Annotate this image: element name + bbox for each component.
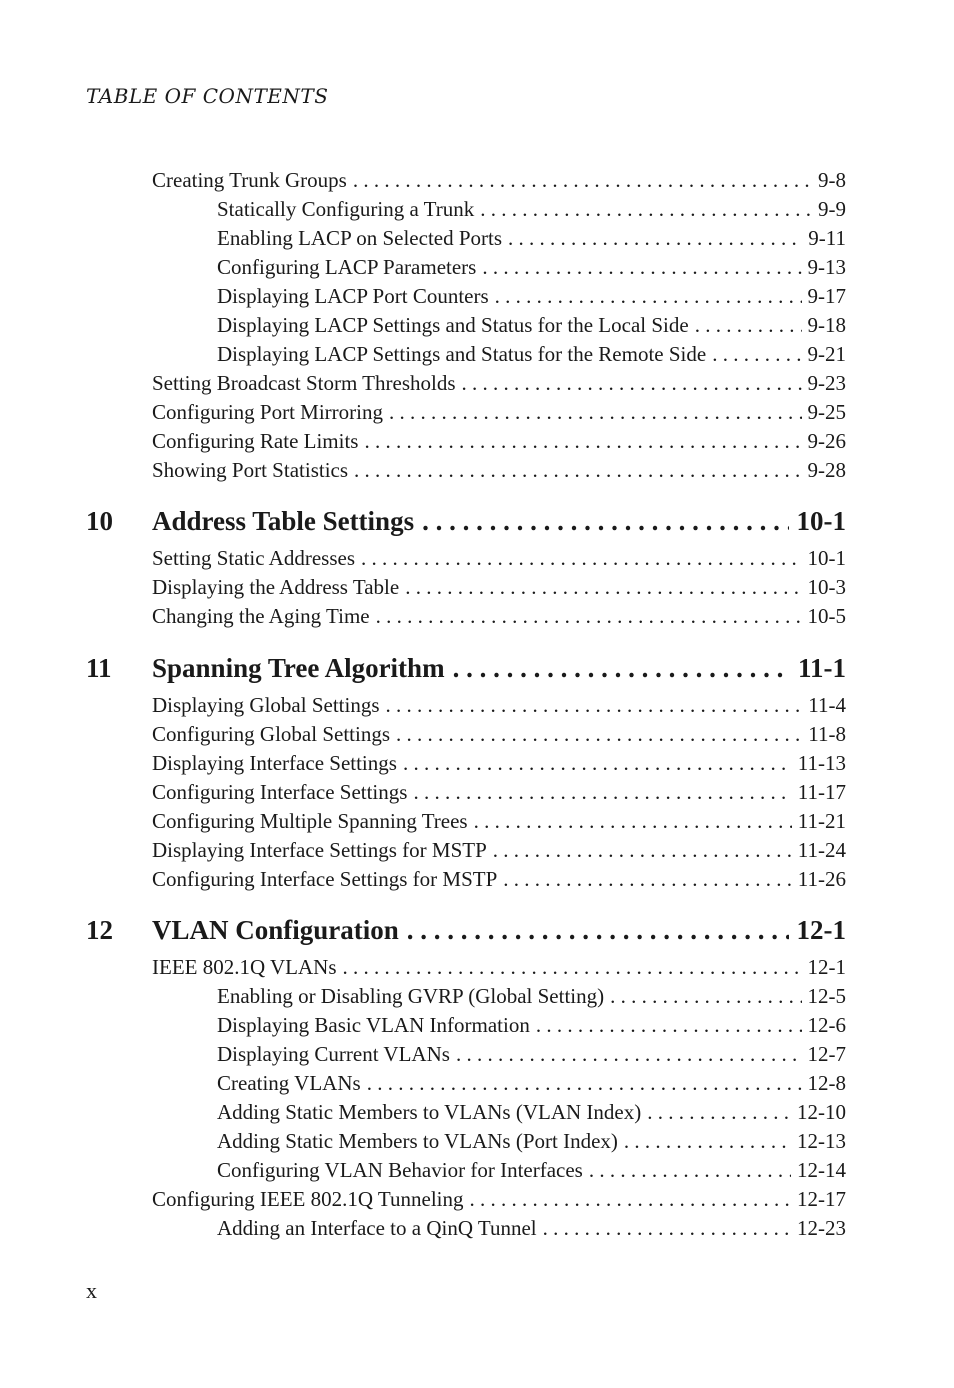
- toc-entry-title: Displaying LACP Port Counters: [217, 284, 489, 308]
- toc-entry[interactable]: [217, 1071, 846, 1096]
- dot-leader: [543, 1216, 791, 1241]
- toc-entry[interactable]: [152, 429, 846, 454]
- toc-entry[interactable]: [217, 313, 846, 338]
- dot-leader: [396, 722, 802, 747]
- chapter-title: VLAN Configuration: [152, 915, 399, 945]
- toc-entry[interactable]: [217, 1129, 846, 1154]
- chapter-title: Address Table Settings: [152, 506, 415, 536]
- toc-entry-title: Enabling LACP on Selected Ports: [217, 226, 503, 250]
- toc-entry-page: 12-1: [807, 955, 846, 979]
- toc-entry-title: Enabling or Disabling GVRP (Global Setting): [217, 984, 605, 1008]
- toc-entry-page: 11-4: [808, 693, 846, 717]
- toc-entry[interactable]: [152, 693, 846, 718]
- toc-entry-page: 12-13: [797, 1129, 846, 1153]
- dot-leader: [413, 780, 791, 805]
- toc-entry[interactable]: [217, 1216, 846, 1241]
- dot-leader: [624, 1129, 791, 1154]
- toc-entry[interactable]: [152, 1187, 846, 1212]
- dot-leader: [405, 575, 801, 600]
- toc-entry[interactable]: [152, 604, 846, 629]
- toc-entry[interactable]: [217, 984, 846, 1009]
- toc-entry-page: 11-21: [797, 809, 846, 833]
- toc-entry-page: 9-21: [807, 342, 846, 366]
- toc-entry-title: Configuring LACP Parameters: [217, 255, 477, 279]
- toc-entry[interactable]: [217, 1042, 846, 1067]
- toc-entry[interactable]: [217, 1100, 846, 1125]
- toc-entry[interactable]: [152, 780, 846, 805]
- toc-entry-page: 9-13: [807, 255, 846, 279]
- chapter-page: 12-1: [796, 915, 846, 945]
- dot-leader: [343, 955, 802, 980]
- toc-entry-page: 9-25: [807, 400, 846, 424]
- toc-entry[interactable]: [152, 722, 846, 747]
- dot-leader: [376, 604, 802, 629]
- dot-leader: [508, 226, 802, 251]
- chapter-number: 10: [86, 506, 113, 536]
- chapter-heading[interactable]: [86, 915, 846, 946]
- toc-entry-title: Adding an Interface to a QinQ Tunnel: [217, 1216, 537, 1240]
- dot-leader: [695, 313, 802, 338]
- toc-entry[interactable]: [152, 809, 846, 834]
- toc-entry-title: Configuring Global Settings: [152, 722, 390, 746]
- chapter-title: Spanning Tree Algorithm: [152, 653, 445, 683]
- toc-entry-page: 9-26: [807, 429, 846, 453]
- toc-entry-title: Configuring VLAN Behavior for Interfaces: [217, 1158, 583, 1182]
- toc-entry[interactable]: [217, 1013, 846, 1038]
- toc-entry-page: 12-23: [797, 1216, 846, 1240]
- chapter-heading[interactable]: [86, 653, 846, 684]
- toc-entry[interactable]: [152, 400, 846, 425]
- toc-entry[interactable]: [217, 197, 846, 222]
- toc-entry-title: Setting Static Addresses: [152, 546, 355, 570]
- toc-entry-page: 12-10: [797, 1100, 846, 1124]
- toc-entry-page: 9-18: [807, 313, 846, 337]
- toc-entry-title: Displaying Global Settings: [152, 693, 380, 717]
- dot-leader: [480, 197, 812, 222]
- toc-entry-page: 12-14: [797, 1158, 846, 1182]
- toc-entry-title: Configuring Port Mirroring: [152, 400, 383, 424]
- dot-leader: [389, 400, 802, 425]
- dot-leader: [361, 546, 802, 571]
- toc-entry[interactable]: [152, 955, 846, 980]
- dot-leader: [647, 1100, 791, 1125]
- dot-leader: [364, 429, 801, 454]
- toc-entry-title: IEEE 802.1Q VLANs: [152, 955, 337, 979]
- toc-entry[interactable]: [152, 751, 846, 776]
- toc-entry-title: Displaying LACP Settings and Status for the Local Side: [217, 313, 689, 337]
- dot-leader: [407, 915, 789, 946]
- toc-entry-page: 10-5: [807, 604, 846, 628]
- toc-entry-page: 10-1: [807, 546, 846, 570]
- toc-entry-page: 11-26: [797, 867, 846, 891]
- dot-leader: [495, 284, 802, 309]
- running-head: [86, 84, 328, 108]
- toc-entry[interactable]: [152, 575, 846, 600]
- dot-leader: [482, 255, 801, 280]
- dot-leader: [367, 1071, 802, 1096]
- toc-entry-page: 11-13: [797, 751, 846, 775]
- toc-entry-title: Displaying Current VLANs: [217, 1042, 450, 1066]
- dot-leader: [503, 867, 792, 892]
- toc-entry-page: 12-17: [797, 1187, 846, 1211]
- toc-entry-page: 9-8: [818, 168, 846, 192]
- toc-entry-page: 9-9: [818, 197, 846, 221]
- toc-entry-title: Displaying Basic VLAN Information: [217, 1013, 530, 1037]
- toc-entry-page: 11-24: [797, 838, 846, 862]
- dot-leader: [403, 751, 792, 776]
- toc-entry-page: 11-8: [808, 722, 846, 746]
- dot-leader: [462, 371, 802, 396]
- toc-entry-title: Creating Trunk Groups: [152, 168, 347, 192]
- dot-leader: [354, 458, 801, 483]
- toc-entry-title: Creating VLANs: [217, 1071, 361, 1095]
- chapter-heading[interactable]: [86, 506, 846, 537]
- dot-leader: [422, 506, 788, 537]
- toc-entry-title: Setting Broadcast Storm Thresholds: [152, 371, 456, 395]
- toc-entry-title: Configuring Interface Settings for MSTP: [152, 867, 498, 891]
- toc-entry-title: Statically Configuring a Trunk: [217, 197, 475, 221]
- toc-entry-title: Changing the Aging Time: [152, 604, 370, 628]
- toc-entry[interactable]: [217, 1158, 846, 1183]
- toc-entry-title: Configuring IEEE 802.1Q Tunneling: [152, 1187, 464, 1211]
- toc-entry-page: 12-5: [807, 984, 846, 1008]
- toc-entry-page: 11-17: [797, 780, 846, 804]
- toc-entry-title: Displaying Interface Settings for MSTP: [152, 838, 487, 862]
- toc-entry-page: 9-11: [808, 226, 846, 250]
- dot-leader: [493, 838, 792, 863]
- toc-entry-title: Configuring Rate Limits: [152, 429, 359, 453]
- toc-entry-page: 12-8: [807, 1071, 846, 1095]
- toc-entry-title: Displaying Interface Settings: [152, 751, 397, 775]
- toc-entry[interactable]: [152, 546, 846, 571]
- toc-entry-page: 12-6: [807, 1013, 846, 1037]
- toc-entry-page: 10-3: [807, 575, 846, 599]
- toc-entry[interactable]: [152, 838, 846, 863]
- toc-entry-title: Displaying LACP Settings and Status for the Remote Side: [217, 342, 707, 366]
- page-number: x: [86, 1278, 97, 1303]
- toc-entry[interactable]: [217, 342, 846, 367]
- dot-leader: [353, 168, 812, 193]
- toc-entry[interactable]: [152, 458, 846, 483]
- toc-entry-page: 9-28: [807, 458, 846, 482]
- toc-entry-title: Adding Static Members to VLANs (VLAN Index): [217, 1100, 642, 1124]
- toc-entry[interactable]: [152, 371, 846, 396]
- dot-leader: [453, 653, 790, 684]
- chapter-page: 11-1: [797, 653, 846, 683]
- dot-leader: [456, 1042, 802, 1067]
- toc-entry-title: Displaying the Address Table: [152, 575, 400, 599]
- toc-entry-title: Configuring Multiple Spanning Trees: [152, 809, 468, 833]
- dot-leader: [474, 809, 792, 834]
- dot-leader: [536, 1013, 802, 1038]
- toc-entry-title: Adding Static Members to VLANs (Port Index): [217, 1129, 618, 1153]
- chapter-number: 12: [86, 915, 113, 945]
- toc-entry[interactable]: [152, 867, 846, 892]
- dot-leader: [610, 984, 801, 1009]
- dot-leader: [470, 1187, 791, 1212]
- toc-entry[interactable]: [152, 168, 846, 193]
- dot-leader: [589, 1158, 791, 1183]
- toc-entry-page: 9-17: [807, 284, 846, 308]
- toc-entry[interactable]: [217, 255, 846, 280]
- toc-entry-page: 12-7: [807, 1042, 846, 1066]
- chapter-page: 10-1: [796, 506, 846, 536]
- toc-entry[interactable]: [217, 226, 846, 251]
- toc-entry-page: 9-23: [807, 371, 846, 395]
- running-head-text: TABLE OF CONTENTS: [86, 84, 329, 108]
- dot-leader: [712, 342, 801, 367]
- toc-entry-title: Showing Port Statistics: [152, 458, 349, 482]
- toc-entry[interactable]: [217, 284, 846, 309]
- dot-leader: [386, 693, 803, 718]
- toc-entry-title: Configuring Interface Settings: [152, 780, 408, 804]
- chapter-number: 11: [86, 653, 112, 683]
